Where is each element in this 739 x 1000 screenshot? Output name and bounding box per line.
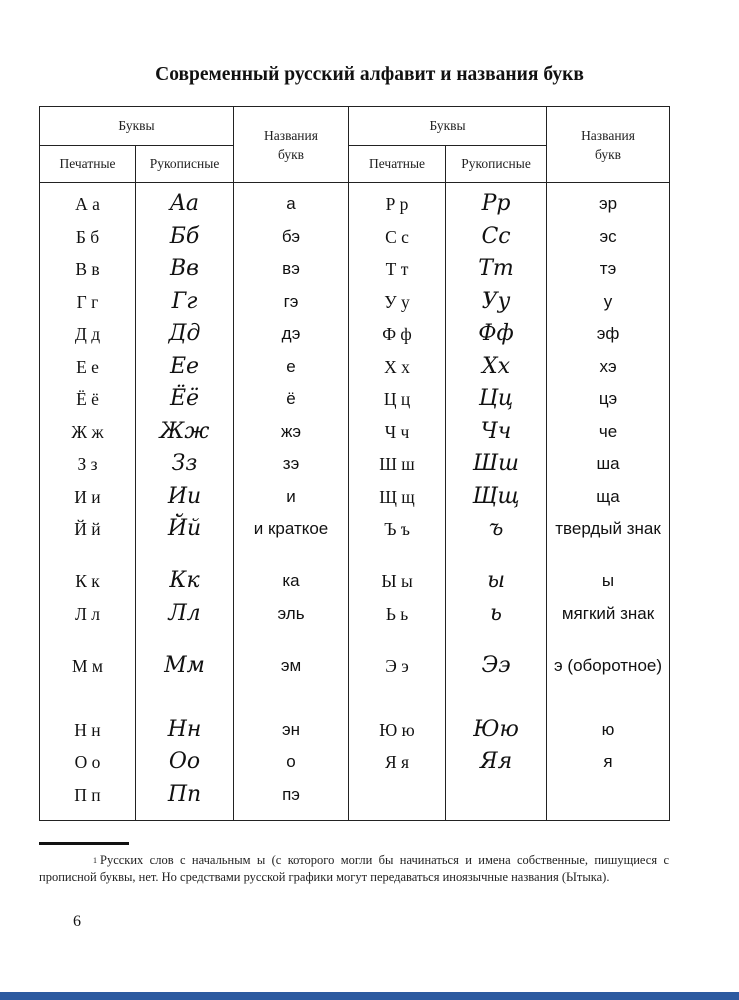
handwritten-letter-cell: Ее (136, 356, 234, 389)
printed-letter-cell: З з (40, 453, 136, 486)
printed-letter-cell: Ю ю (349, 719, 446, 752)
letter-name-cell: эф (547, 323, 670, 356)
printed-letter-cell: Т т (349, 258, 446, 291)
handwritten-letter-cell: Фф (446, 323, 547, 356)
header-printed-right: Печатные (349, 146, 446, 183)
letter-name-cell: э (оборотное) (547, 655, 670, 719)
table-row (40, 784, 670, 821)
letter-name-cell: ю (547, 719, 670, 752)
handwritten-letter-cell: Пп (136, 784, 234, 821)
letter-name-cell (547, 784, 670, 821)
table-row (40, 719, 670, 752)
header-handwritten-right: Рукописные (446, 146, 547, 183)
header-handwritten-left: Рукописные (136, 146, 234, 183)
printed-letter-cell: К к (40, 570, 136, 603)
table-row (40, 291, 670, 324)
handwritten-letter-cell: Цц (446, 388, 547, 421)
table-row (40, 421, 670, 454)
handwritten-letter-cell (446, 784, 547, 821)
letter-name-cell: хэ (547, 356, 670, 389)
letter-name-cell: зэ (234, 453, 349, 486)
header-printed-left: Печатные (40, 146, 136, 183)
printed-letter-cell: Ч ч (349, 421, 446, 454)
handwritten-letter-cell: Гг (136, 291, 234, 324)
table-row (40, 356, 670, 389)
page-number: 6 (73, 913, 81, 930)
header-letters-left: Буквы (40, 107, 234, 146)
handwritten-letter-cell: Щщ (446, 486, 547, 519)
letter-name-cell: ща (547, 486, 670, 519)
handwritten-letter-cell: Чч (446, 421, 547, 454)
letter-name-cell: эн (234, 719, 349, 752)
handwritten-letter-cell: Йй (136, 518, 234, 570)
printed-letter-cell: Э э (349, 655, 446, 719)
printed-letter-cell: Р р (349, 183, 446, 226)
printed-letter-cell: Ц ц (349, 388, 446, 421)
handwritten-letter-cell: Бб (136, 226, 234, 259)
header-names-line2: букв (595, 146, 622, 162)
handwritten-letter-cell: Нн (136, 719, 234, 752)
printed-letter-cell (349, 784, 446, 821)
table-row (40, 453, 670, 486)
handwritten-letter-cell: Шш (446, 453, 547, 486)
letter-name-cell: че (547, 421, 670, 454)
printed-letter-cell: У у (349, 291, 446, 324)
letter-name-cell: у (547, 291, 670, 324)
letter-name-cell: мягкий знак (547, 603, 670, 655)
printed-letter-cell: Ж ж (40, 421, 136, 454)
letter-name-cell: цэ (547, 388, 670, 421)
printed-letter-cell: С с (349, 226, 446, 259)
letter-name-cell: и (234, 486, 349, 519)
handwritten-letter-cell: Хх (446, 356, 547, 389)
letter-name-cell: эр (547, 183, 670, 226)
letter-name-cell: а (234, 183, 349, 226)
handwritten-letter-cell: Оо (136, 751, 234, 784)
handwritten-letter-cell: Ии (136, 486, 234, 519)
letter-name-cell: ка (234, 570, 349, 603)
printed-letter-cell: Й й (40, 518, 136, 570)
table-row (40, 655, 670, 719)
printed-letter-cell: И и (40, 486, 136, 519)
handwritten-letter-cell: Вв (136, 258, 234, 291)
printed-letter-cell: А а (40, 183, 136, 226)
printed-letter-cell: Д д (40, 323, 136, 356)
letter-name-cell: бэ (234, 226, 349, 259)
letter-name-cell: ы (547, 570, 670, 603)
page-edge-strip (0, 992, 739, 1000)
table-row (40, 486, 670, 519)
table-row (40, 258, 670, 291)
header-letters-right: Буквы (349, 107, 547, 146)
handwritten-letter-cell: Зз (136, 453, 234, 486)
header-names-line1: Названия (581, 127, 635, 143)
table-row (40, 388, 670, 421)
letter-name-cell: эс (547, 226, 670, 259)
letter-name-cell: о (234, 751, 349, 784)
handwritten-letter-cell: Юю (446, 719, 547, 752)
letter-name-cell: тэ (547, 258, 670, 291)
handwritten-letter-cell: Aa (136, 183, 234, 226)
letter-name-cell: ё (234, 388, 349, 421)
printed-letter-cell: Е е (40, 356, 136, 389)
letter-name-cell: эм (234, 655, 349, 719)
handwritten-letter-cell: Рр (446, 183, 547, 226)
table-row (40, 518, 670, 570)
printed-letter-cell: Ш ш (349, 453, 446, 486)
printed-letter-cell: Ф ф (349, 323, 446, 356)
page-title: Современный русский алфавит и названия букв (155, 64, 584, 85)
handwritten-letter-cell: Тт (446, 258, 547, 291)
table-row (40, 603, 670, 655)
letter-name-cell: гэ (234, 291, 349, 324)
letter-name-cell: е (234, 356, 349, 389)
printed-letter-cell: Л л (40, 603, 136, 655)
printed-letter-cell: Ы ы (349, 570, 446, 603)
table-row (40, 751, 670, 784)
header-names-line2: букв (277, 146, 305, 162)
printed-letter-cell: Ъ ъ (349, 518, 446, 570)
letter-name-cell: вэ (234, 258, 349, 291)
printed-letter-cell: Г г (40, 291, 136, 324)
handwritten-letter-cell: Сс (446, 226, 547, 259)
handwritten-letter-cell: Мм (136, 655, 234, 719)
handwritten-letter-cell: ь (446, 603, 547, 655)
handwritten-letter-cell: Дд (136, 323, 234, 356)
printed-letter-cell: Х х (349, 356, 446, 389)
printed-letter-cell: Ь ь (349, 603, 446, 655)
printed-letter-cell: О о (40, 751, 136, 784)
footnote-rule (39, 842, 129, 845)
footnote-marker: 1 (93, 856, 97, 865)
handwritten-letter-cell: Ёё (136, 388, 234, 421)
printed-letter-cell: В в (40, 258, 136, 291)
letter-name-cell: эль (234, 603, 349, 655)
printed-letter-cell: Щ щ (349, 486, 446, 519)
handwritten-letter-cell: ы (446, 570, 547, 603)
handwritten-letter-cell: Уу (446, 291, 547, 324)
header-names-right (547, 107, 670, 183)
letter-name-cell: ша (547, 453, 670, 486)
header-names-line1: Названия (264, 127, 318, 143)
printed-letter-cell: Я я (349, 751, 446, 784)
footnote-text: Русских слов с начальным ы (с которого могли бы начинаться и имена собственные, пишущиеся с прописной буквы, нет. Но средствами русской графики могут передаваться иноязычные названия (Ытыка). (39, 853, 669, 884)
table-row (40, 323, 670, 356)
printed-letter-cell: Б б (40, 226, 136, 259)
handwritten-letter-cell: Яя (446, 751, 547, 784)
letter-name-cell: и краткое (234, 518, 349, 570)
letter-name-cell: жэ (234, 421, 349, 454)
handwritten-letter-cell: Лл (136, 603, 234, 655)
printed-letter-cell: Ё ё (40, 388, 136, 421)
letter-name-cell: пэ (234, 784, 349, 821)
header-names-left (234, 107, 349, 183)
printed-letter-cell: Н н (40, 719, 136, 752)
printed-letter-cell: П п (40, 784, 136, 821)
table-body (40, 183, 670, 821)
table-row (40, 183, 670, 226)
alphabet-table (39, 106, 670, 821)
handwritten-letter-cell: Ээ (446, 655, 547, 719)
letter-name-cell: твердый знак (547, 518, 670, 570)
handwritten-letter-cell: ъ (446, 518, 547, 570)
letter-name-cell: дэ (234, 323, 349, 356)
printed-letter-cell: М м (40, 655, 136, 719)
table-row (40, 226, 670, 259)
handwritten-letter-cell: Кк (136, 570, 234, 603)
table-row (40, 570, 670, 603)
footnote (39, 852, 669, 886)
letter-name-cell: я (547, 751, 670, 784)
handwritten-letter-cell: Жж (136, 421, 234, 454)
